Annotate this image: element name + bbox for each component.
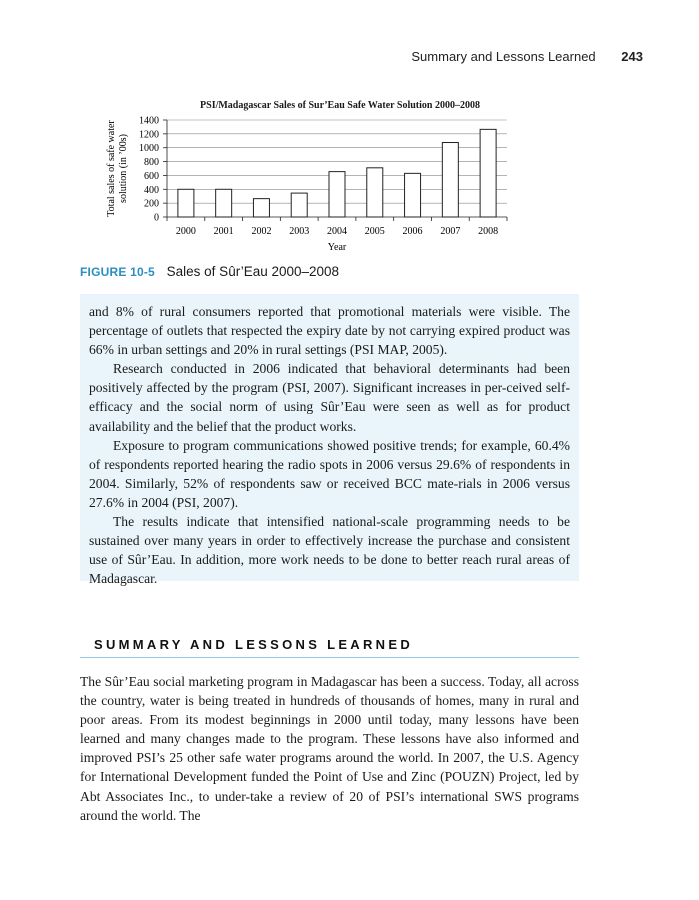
figure-label: FIGURE 10-5 [80, 265, 155, 279]
y-tick-label: 0 [154, 212, 159, 224]
bar-2004 [329, 172, 345, 217]
x-axis-label: Year [327, 242, 347, 253]
y-axis-label-line-1: Total sales of safe water [106, 120, 117, 217]
sales-bar-chart [100, 108, 520, 258]
body-paragraph: The Sûr’Eau social marketing program in Madagascar has been a success. Today, all across the country, water is being treated in hundreds of thousands of homes, many in rural and poor areas. From its modest beginnings in 2000 until today, many lessons have been learned and many changes made to the program. These lessons have also informed and improved PSI’s 25 other safe water programs around the world. In 2007, the U.S. Agency for International Development funded the Point of Use and Zinc (POUZN) Project, led by Abt Associates Inc., to under-take a review of 20 of PSI’s international SWS programs around the world. The [80, 674, 579, 823]
y-tick-label: 1200 [139, 129, 159, 141]
x-tick-label: 2000 [175, 226, 196, 237]
y-tick-label: 800 [144, 157, 159, 169]
bar-2003 [291, 193, 307, 217]
y-tick-label: 600 [144, 170, 159, 182]
y-tick-label: 1000 [139, 143, 159, 155]
bar-2006 [405, 173, 421, 217]
y-tick-label: 1400 [139, 115, 159, 127]
callout-paragraph: The results indicate that intensified national-scale programming needs to be sustained over many years in order to effectively increase the purchase and consistent use of Sûr’Eau. In addition, more work needs to be done to better reach rural areas of Madagascar. [89, 514, 570, 587]
y-tick-label: 400 [144, 184, 159, 196]
x-tick-label: 2007 [440, 226, 461, 237]
bar-2002 [253, 199, 269, 217]
figure-caption [80, 264, 339, 279]
bar-2005 [367, 168, 383, 217]
x-tick-label: 2004 [327, 226, 347, 237]
running-head-title: Summary and Lessons Learned [411, 49, 596, 64]
section-heading [80, 636, 579, 658]
x-tick-label: 2001 [213, 226, 234, 237]
callout-paragraph: Exposure to program communications showed positive trends; for example, 60.4% of respondents reported hearing the radio spots in 2006 versus 29.6% of respondents in 2004. Similarly, 52% of respondents saw or received BCC mate-rials in 2006 versus 27.6% in 2004 (PSI, 2007). [89, 437, 570, 510]
section-heading-text: SUMMARY AND LESSONS LEARNED [94, 637, 414, 652]
running-head [411, 49, 643, 64]
page-number: 243 [621, 49, 643, 64]
bar-2000 [178, 189, 194, 217]
callout-paragraph: and 8% of rural consumers reported that promotional materials were visible. The percentage of outlets that respected the expiry date by not carrying expired product was 66% in urban settings and 20% in rural settings (PSI MAP, 2005). [89, 304, 570, 358]
x-tick-label: 2002 [251, 226, 272, 237]
callout-paragraph: Research conducted in 2006 indicated that behavioral determinants had been positively affected by the program (PSI, 2007). Significant increases in per-ceived self-efficacy and the social norm of using Sûr’Eau were seen as well as for product availability and the belief that the product works. [89, 361, 570, 434]
x-tick-label: 2003 [289, 226, 310, 237]
figure-caption-text: Sales of Sûr’Eau 2000–2008 [166, 264, 340, 279]
chart-title: PSI/Madagascar Sales of Sur’Eau Safe Water Solution 2000–2008 [200, 100, 480, 111]
y-axis-label-line-2: solution (in ’00s) [118, 134, 129, 203]
x-tick-label: 2006 [402, 226, 423, 237]
x-tick-label: 2005 [364, 226, 385, 237]
y-tick-label: 200 [144, 198, 159, 210]
bar-2007 [442, 143, 458, 217]
bar-2001 [216, 189, 232, 217]
callout-box [80, 294, 579, 587]
bar-2008 [480, 129, 496, 217]
x-tick-label: 2008 [478, 226, 499, 237]
